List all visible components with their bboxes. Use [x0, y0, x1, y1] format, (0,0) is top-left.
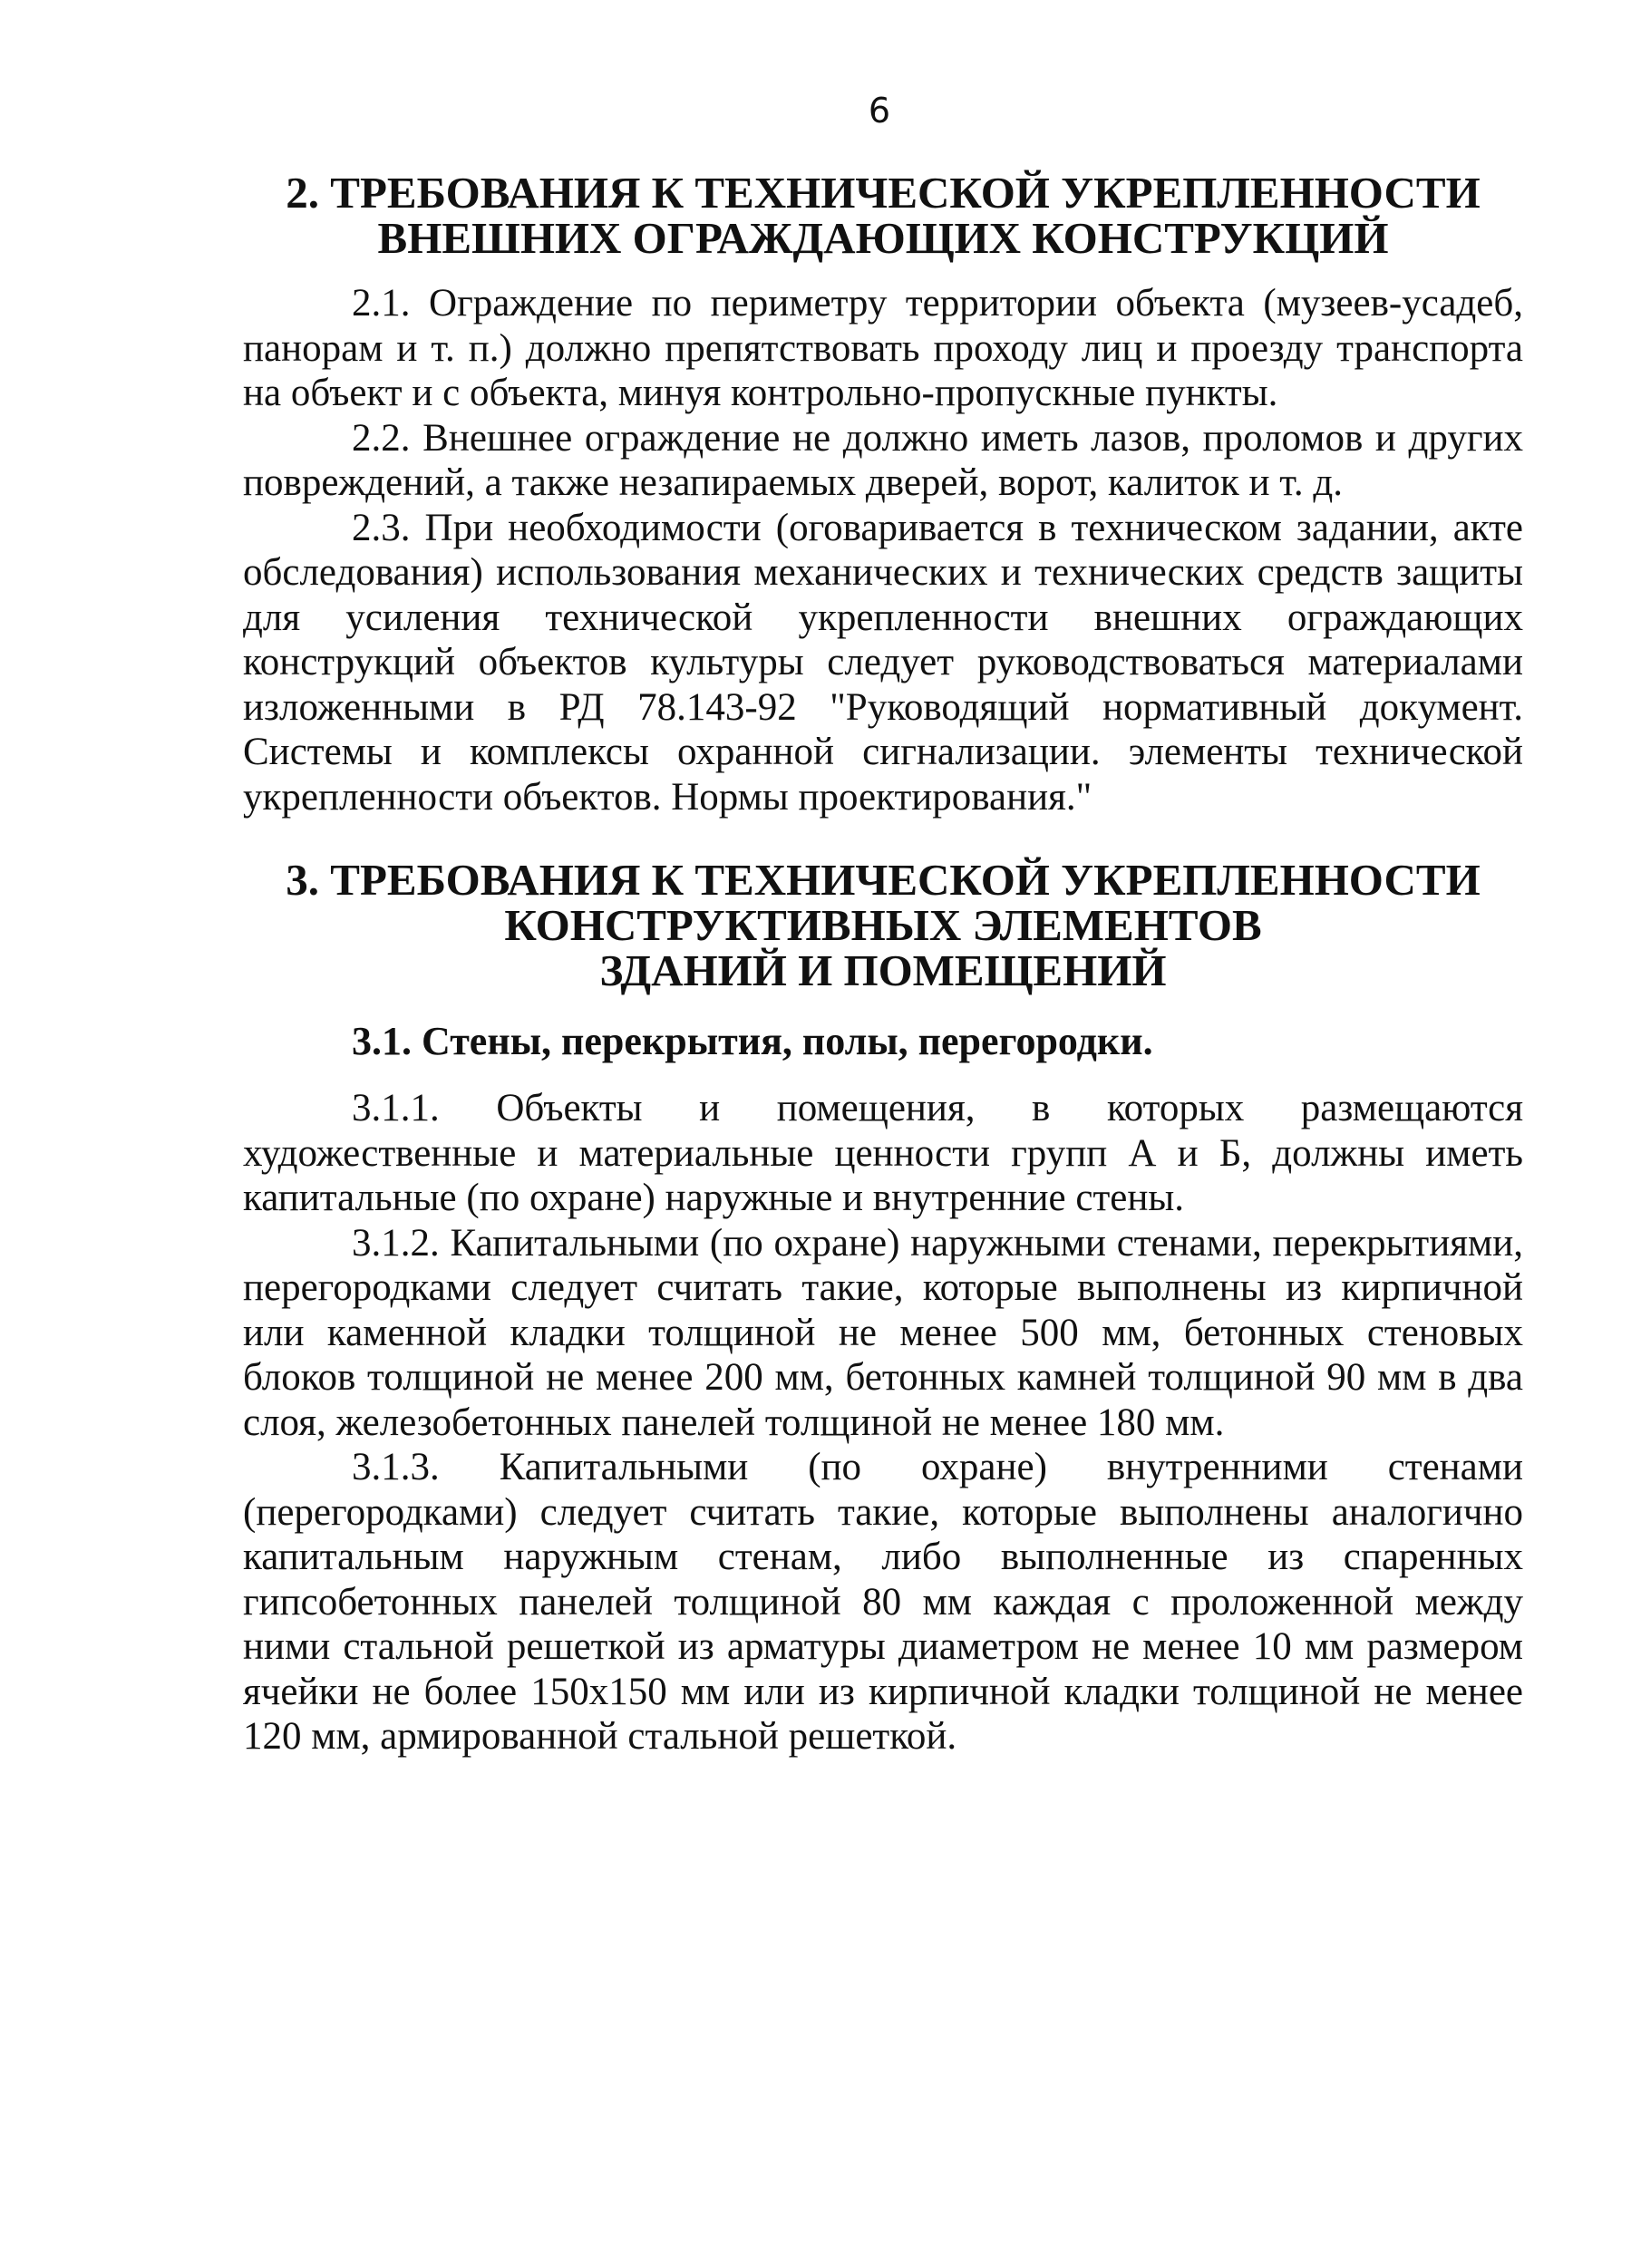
section-3-title-line: 3. ТРЕБОВАНИЯ К ТЕХНИЧЕСКОЙ УКРЕПЛЕННОСТИ	[286, 855, 1481, 905]
paragraph-2-3: 2.3. При необходимости (оговаривается в техническом задании, акте обследования) использования механических и технических средств защиты для усиления технической укрепленности внешних ограждающих конструкций объектов культуры следует руководствоваться материалами изложенными в РД 78.143-92 "Руководящий нормативный документ. Системы и комплексы охранной сигнализации. элементы технической укрепленности объектов. Нормы проектирования."	[243, 506, 1523, 819]
section-2-title	[243, 170, 1523, 261]
paragraph-3-1-3: 3.1.3. Капитальными (по охране) внутренними стенами (перегородками) следует считать такие, которые выполнены аналогично капитальным наружным стенам, либо выполненные из спаренных гипсобетонных панелей толщиной 80 мм каждая с проложенной между ними стальной решеткой из арматуры диаметром не менее 10 мм размером ячейки не более 150х150 мм или из кирпичной кладки толщиной не менее 120 мм, армированной стальной решеткой.	[243, 1446, 1523, 1758]
page-content	[243, 170, 1523, 1759]
section-2-title-line: 2. ТРЕБОВАНИЯ К ТЕХНИЧЕСКОЙ УКРЕПЛЕННОСТИ	[286, 168, 1481, 218]
section-3-title-line: ЗДАНИЙ И ПОМЕЩЕНИЙ	[599, 945, 1167, 995]
paragraph-3-1-2: 3.1.2. Капитальными (по охране) наружными стенами, перекрытиями, перегородками следует считать такие, которые выполнены из кирпичной или каменной кладки толщиной не менее 500 мм, бетонных стеновых блоков толщиной не менее 200 мм, бетонных камней толщиной 90 мм в два слоя, железобетонных панелей толщиной не менее 180 мм.	[243, 1221, 1523, 1444]
section-3-title	[243, 855, 1523, 995]
page-number: 6	[868, 91, 891, 131]
paragraph-3-1-1: 3.1.1. Объекты и помещения, в которых размещаются художественные и материальные ценности групп А и Б, должны иметь капитальные (по охране) наружные и внутренние стены.	[243, 1087, 1523, 1219]
section-3-title-line: КОНСТРУКТИВНЫХ ЭЛЕМЕНТОВ	[504, 900, 1262, 950]
subsection-3-1-title: 3.1. Стены, перекрытия, полы, перегородки.	[352, 1019, 1153, 1063]
paragraph-2-2: 2.2. Внешнее ограждение не должно иметь лазов, проломов и других повреждений, а также незапираемых дверей, ворот, калиток и т. д.	[243, 416, 1523, 504]
paragraph-2-1: 2.1. Ограждение по периметру территории объекта (музеев-усадеб, панорам и т. п.) должно препятствовать проходу лиц и проезду транспорта на объект и с объекта, минуя контрольно-пропускные пункты.	[243, 282, 1523, 414]
section-2-title-line: ВНЕШНИХ ОГРАЖДАЮЩИХ КОНСТРУКЦИЙ	[377, 213, 1389, 263]
